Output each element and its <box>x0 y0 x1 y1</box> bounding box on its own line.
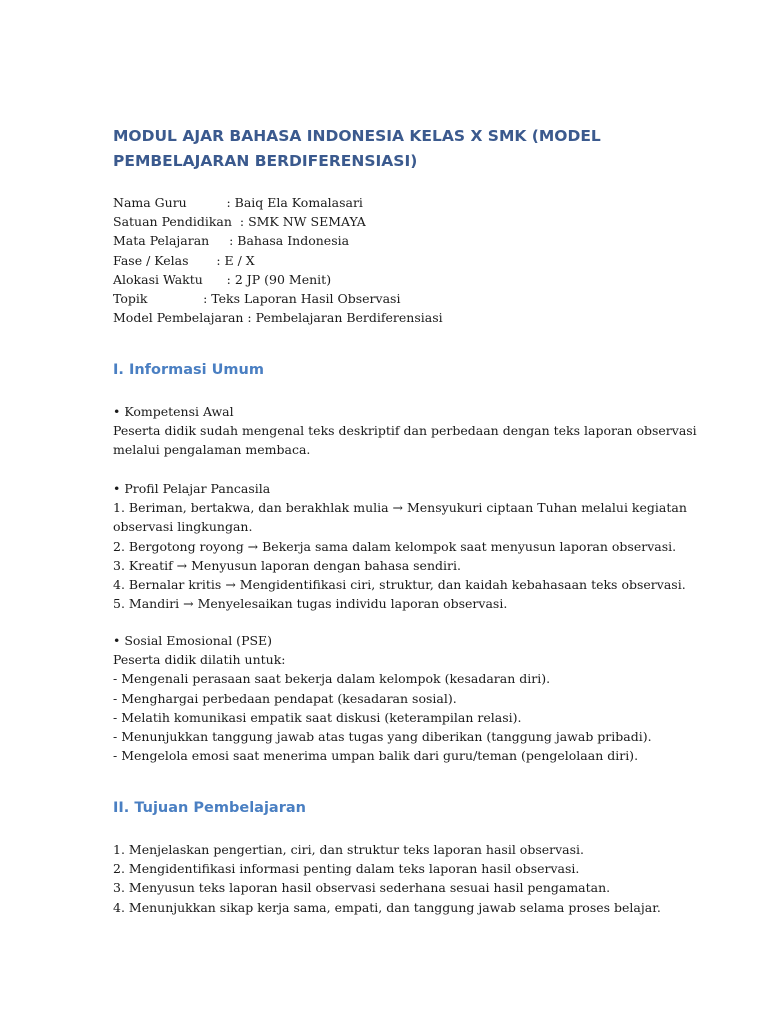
kompetensi-awal-block <box>113 402 697 460</box>
tujuan-item: 3. Menyusun teks laporan hasil observasi sederhana sesuai hasil pengamatan. <box>113 880 611 896</box>
document-title: MODUL AJAR BAHASA INDONESIA KELAS X SMK (MODEL PEMBELAJARAN BERDIFERENSIASI) <box>113 127 601 170</box>
profil-item: 1. Beriman, bertakwa, dan berakhlak mulia → Mensyukuri ciptaan Tuhan melalui kegiatan <box>113 500 687 516</box>
kompetensi-heading: • Kompetensi Awal <box>113 404 234 419</box>
profil-pancasila-block <box>113 479 687 613</box>
tujuan-item: 1. Menjelaskan pengertian, ciri, dan struktur teks laporan hasil observasi. <box>113 842 585 857</box>
sosial-item: - Menunjukkan tanggung jawab atas tugas yang diberikan (tanggung jawab pribadi). <box>113 729 652 745</box>
meta-model-pembelajaran: Model Pembelajaran : Pembelajaran Berdiferensiasi <box>113 310 443 326</box>
section-heading-informasi-umum: I. Informasi Umum <box>113 362 264 378</box>
sosial-heading: • Sosial Emosional (PSE) <box>113 633 273 648</box>
sosial-text: Peserta didik dilatih untuk: <box>113 652 286 668</box>
sosial-item: - Melatih komunikasi empatik saat diskusi (keterampilan relasi). <box>113 709 522 725</box>
profil-item: 2. Bergotong royong → Bekerja sama dalam kelompok saat menyusun laporan observasi. <box>113 538 677 554</box>
sosial-item: - Mengelola emosi saat menerima umpan balik dari guru/teman (pengelolaan diri). <box>113 748 639 764</box>
meta-satuan-pendidikan: Satuan Pendidikan : SMK NW SEMAYA <box>113 214 366 230</box>
tujuan-item: 2. Mengidentifikasi informasi penting dalam teks laporan hasil observasi. <box>113 861 580 877</box>
meta-alokasi-waktu: Alokasi Waktu : 2 JP (90 Menit) <box>113 271 332 287</box>
profil-item: 5. Mandiri → Menyelesaikan tugas individu laporan observasi. <box>113 596 508 612</box>
profil-item: 3. Kreatif → Menyusun laporan dengan bahasa sendiri. <box>113 557 461 573</box>
identity-block <box>113 193 443 327</box>
meta-mata-pelajaran: Mata Pelajaran : Bahasa Indonesia <box>113 233 350 249</box>
kompetensi-text: melalui pengalaman membaca. <box>113 442 311 458</box>
tujuan-item: 4. Menunjukkan sikap kerja sama, empati, dan tanggung jawab selama proses belajar. <box>113 899 661 915</box>
meta-topik: Topik : Teks Laporan Hasil Observasi <box>113 291 401 307</box>
section-heading-tujuan-pembelajaran: II. Tujuan Pembelajaran <box>113 800 306 816</box>
meta-nama-guru: Nama Guru : Baiq Ela Komalasari <box>113 195 363 210</box>
profil-item: 4. Bernalar kritis → Mengidentifikasi ciri, struktur, dan kaidah kebahasaan teks observasi. <box>113 577 686 593</box>
tujuan-list <box>113 840 661 917</box>
sosial-emosional-block <box>113 631 652 765</box>
profil-heading: • Profil Pelajar Pancasila <box>113 481 271 496</box>
kompetensi-text: Peserta didik sudah mengenal teks deskriptif dan perbedaan dengan teks laporan observasi <box>113 423 697 439</box>
sosial-item: - Mengenali perasaan saat bekerja dalam kelompok (kesadaran diri). <box>113 671 551 687</box>
meta-fase-kelas: Fase / Kelas : E / X <box>113 252 255 268</box>
profil-item: observasi lingkungan. <box>113 519 253 535</box>
sosial-item: - Menghargai perbedaan pendapat (kesadaran sosial). <box>113 690 457 706</box>
